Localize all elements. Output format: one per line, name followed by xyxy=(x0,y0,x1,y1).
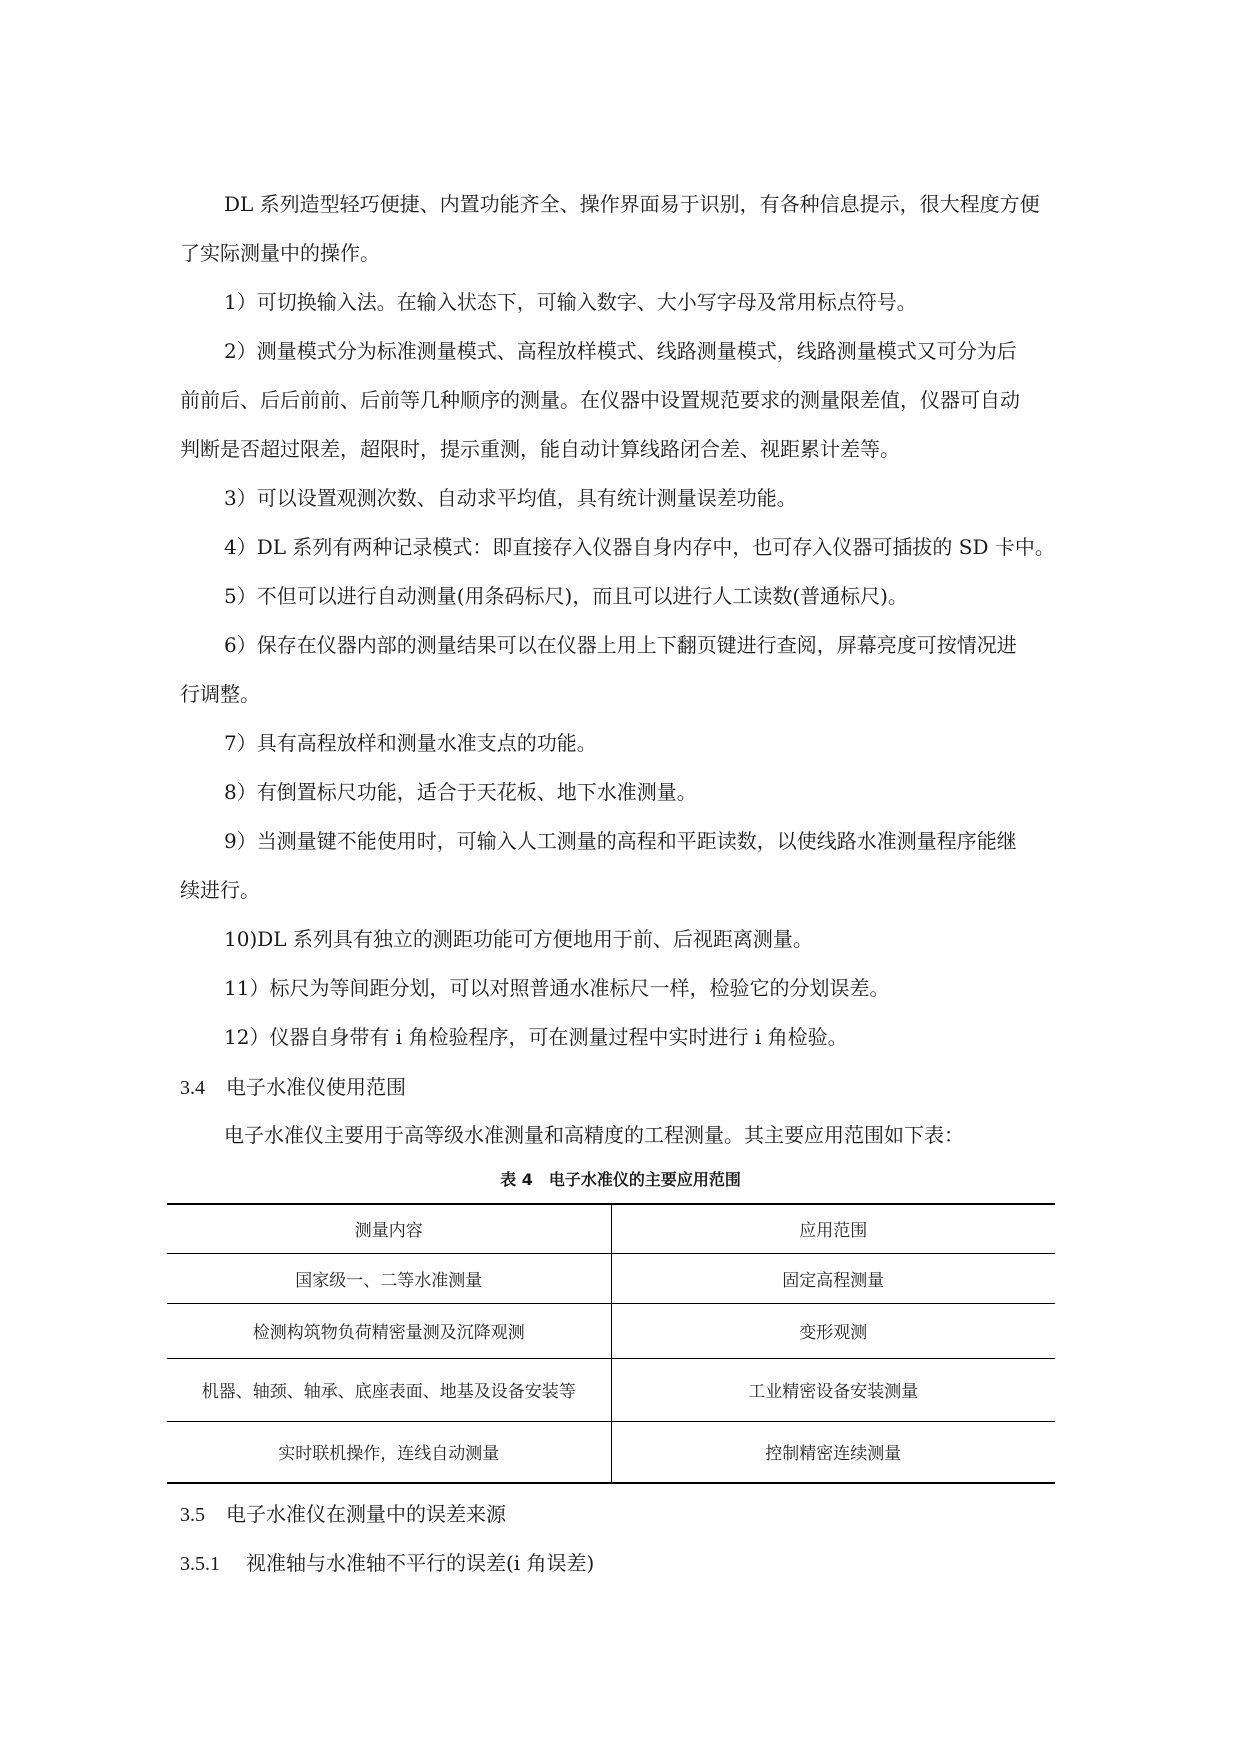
paragraph-line: DL 系列造型轻巧便捷、内置功能齐全、操作界面易于识别，有各种信息提示，很大程度方便 xyxy=(224,192,1040,216)
paragraph-line: 5）不但可以进行自动测量(用条码标尺)，而且可以进行人工读数(普通标尺)。 xyxy=(224,584,908,608)
table-row xyxy=(167,1358,1055,1421)
paragraph-intro xyxy=(180,180,1100,278)
section-number: 3.5 xyxy=(180,1504,205,1526)
section-number: 3.4 xyxy=(180,1077,205,1099)
table-cell: 工业精密设备安装测量 xyxy=(611,1358,1055,1421)
section-title: 电子水准仪在测量中的误差来源 xyxy=(226,1502,506,1526)
paragraph-line: 8）有倒置标尺功能，适合于天花板、地下水准测量。 xyxy=(224,780,697,804)
list-item-8 xyxy=(180,768,1100,817)
table-cell: 实时联机操作，连线自动测量 xyxy=(167,1421,611,1483)
table-header-row xyxy=(167,1204,1055,1253)
table-cell: 机器、轴颈、轴承、底座表面、地基及设备安装等 xyxy=(167,1358,611,1421)
paragraph-line: 10)DL 系列具有独立的测距功能可方便地用于前、后视距离测量。 xyxy=(224,927,813,951)
list-item-10 xyxy=(180,915,1100,964)
table-cell: 检测构筑物负荷精密量测及沉降观测 xyxy=(167,1303,611,1358)
paragraph-line: 6）保存在仪器内部的测量结果可以在仪器上用上下翻页键进行查阅，屏幕亮度可按情况进 xyxy=(224,633,1017,657)
list-item-12 xyxy=(180,1013,1100,1062)
section-heading-3-5 xyxy=(180,1499,506,1530)
list-item-5 xyxy=(180,572,1100,621)
application-range-table xyxy=(167,1203,1055,1484)
table-cell: 变形观测 xyxy=(611,1303,1055,1358)
paragraph-line: 7）具有高程放样和测量水准支点的功能。 xyxy=(224,731,597,755)
paragraph-line: 前前后、后后前前、后前等几种顺序的测量。在仪器中设置规范要求的测量限差值，仪器可自动 xyxy=(180,388,1020,412)
paragraph-line: 1）可切换输入法。在输入状态下，可输入数字、大小写字母及常用标点符号。 xyxy=(224,290,917,314)
list-item-2 xyxy=(180,327,1100,474)
section-title: 电子水准仪使用范围 xyxy=(226,1075,406,1099)
paragraph-line: 11）标尺为等间距分划，可以对照普通水准标尺一样，检验它的分划误差。 xyxy=(224,976,890,1000)
section-title: 视准轴与水准轴不平行的误差(i 角误差) xyxy=(246,1551,595,1575)
section-heading-3-5-1 xyxy=(180,1548,594,1579)
paragraph-line: 9）当测量键不能使用时，可输入人工测量的高程和平距读数，以使线路水准测量程序能继 xyxy=(224,829,1017,853)
list-item-11 xyxy=(180,964,1100,1013)
table-cell: 固定高程测量 xyxy=(611,1253,1055,1303)
table-header-cell: 测量内容 xyxy=(167,1204,611,1253)
table-caption: 表 4 电子水准仪的主要应用范围 xyxy=(500,1170,741,1189)
table-cell: 控制精密连续测量 xyxy=(611,1421,1055,1483)
list-item-1 xyxy=(180,278,1100,327)
paragraph-line: 行调整。 xyxy=(180,682,260,706)
section-heading-3-4 xyxy=(180,1072,406,1103)
table-header-cell: 应用范围 xyxy=(611,1204,1055,1253)
list-item-4 xyxy=(180,523,1100,572)
paragraph-line: 电子水准仪主要用于高等级水准测量和高精度的工程测量。其主要应用范围如下表： xyxy=(224,1123,964,1147)
table-row xyxy=(167,1253,1055,1303)
list-item-9 xyxy=(180,817,1100,915)
paragraph-line: 3）可以设置观测次数、自动求平均值，具有统计测量误差功能。 xyxy=(224,486,797,510)
paragraph-line: 12）仪器自身带有 i 角检验程序，可在测量过程中实时进行 i 角检验。 xyxy=(224,1025,848,1049)
section-number: 3.5.1 xyxy=(180,1553,220,1575)
paragraph-line: 2）测量模式分为标准测量模式、高程放样模式、线路测量模式，线路测量模式又可分为后 xyxy=(224,339,1017,363)
paragraph-line: 续进行。 xyxy=(180,878,260,902)
list-item-7 xyxy=(180,719,1100,768)
paragraph-line: 判断是否超过限差，超限时，提示重测，能自动计算线路闭合差、视距累计差等。 xyxy=(180,437,900,461)
table-cell: 国家级一、二等水准测量 xyxy=(167,1253,611,1303)
paragraph-range-intro xyxy=(180,1111,1100,1160)
paragraph-line: 4）DL 系列有两种记录模式：即直接存入仪器自身内存中，也可存入仪器可插拔的 SD 卡中。 xyxy=(224,535,1055,559)
list-item-6 xyxy=(180,621,1100,719)
paragraph-line: 了实际测量中的操作。 xyxy=(180,241,380,265)
list-item-3 xyxy=(180,474,1100,523)
table-row xyxy=(167,1303,1055,1358)
table-row xyxy=(167,1421,1055,1483)
